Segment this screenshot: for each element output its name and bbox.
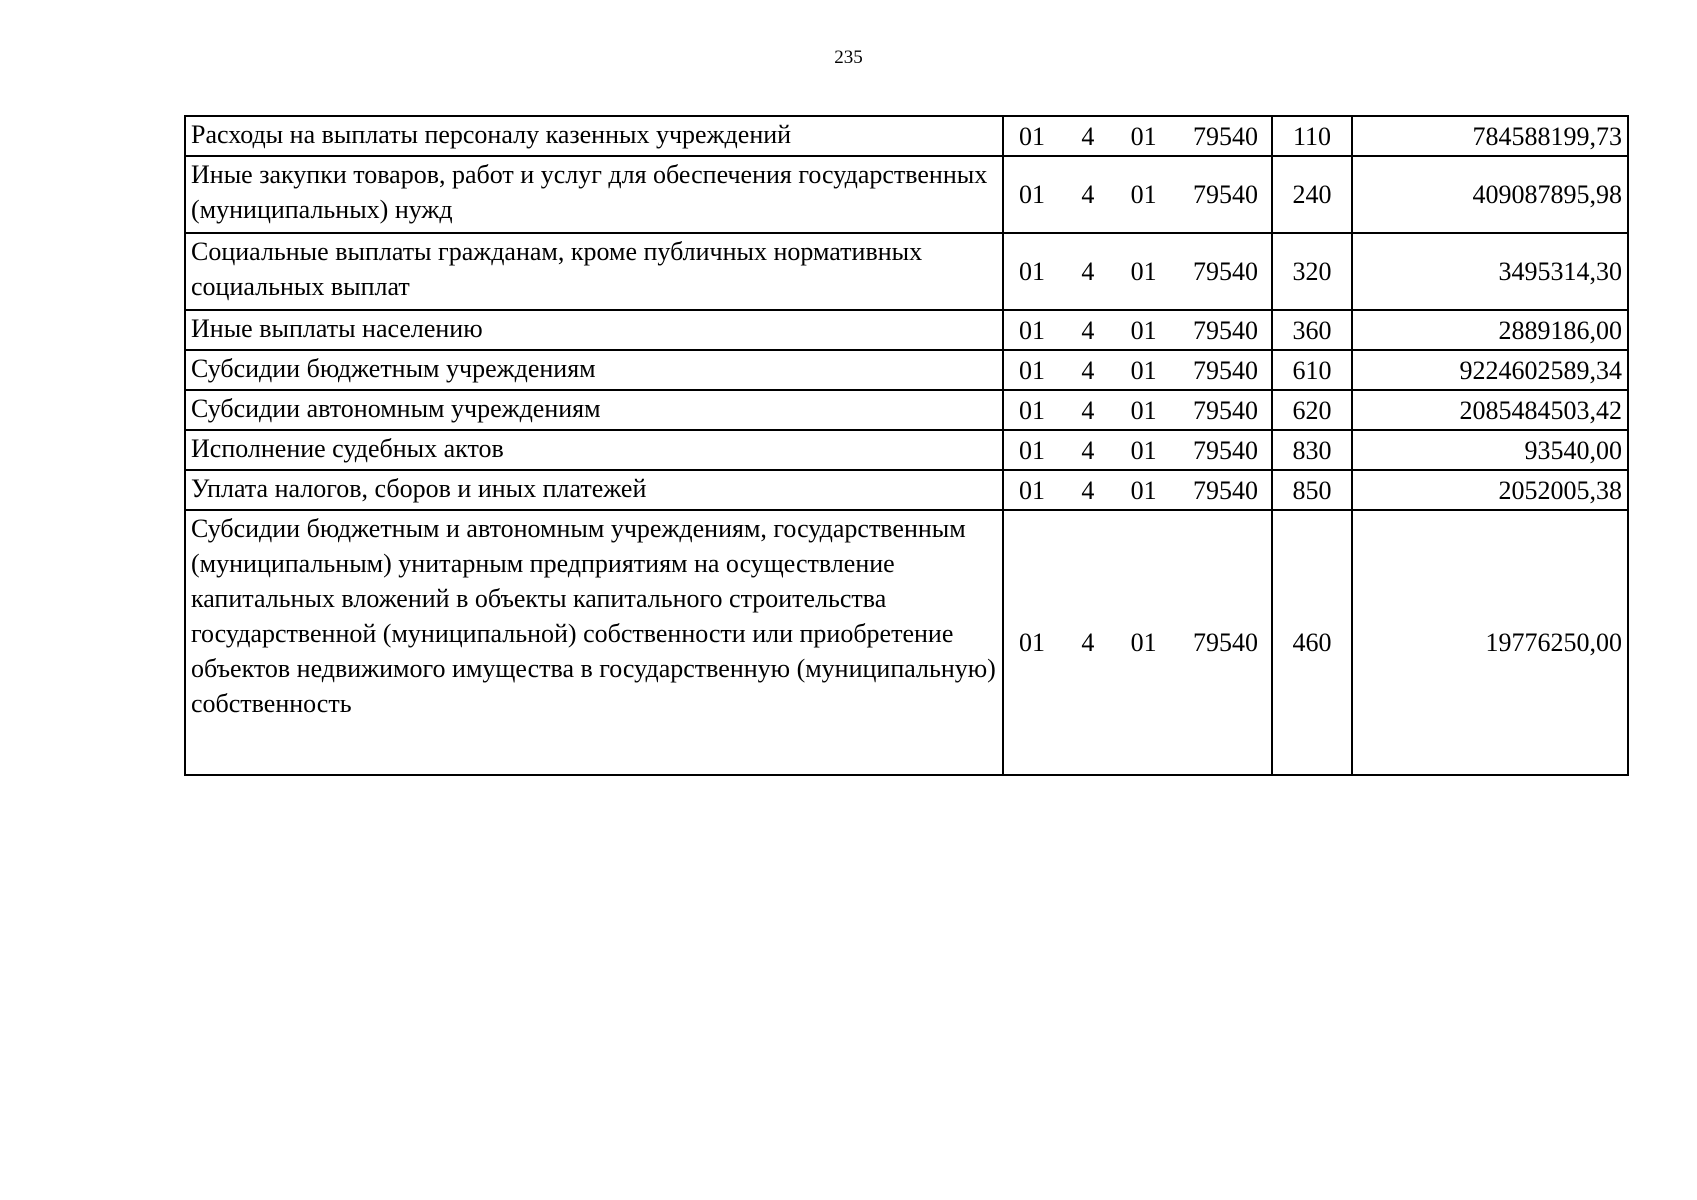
code-part-c4: 79540	[1192, 121, 1258, 151]
code-part-c1: 01	[1019, 395, 1045, 425]
expense-type-code: 360	[1272, 310, 1352, 350]
expense-type-code: 240	[1272, 156, 1352, 233]
code-part-c2: 4	[1081, 628, 1095, 657]
expense-description: Социальные выплаты гражданам, кроме публичных нормативных социальных выплат	[185, 233, 1003, 310]
table-row	[185, 156, 1628, 233]
code-part-c1: 01	[1019, 435, 1045, 465]
code-parts	[1009, 313, 1266, 348]
amount: 409087895,98	[1352, 156, 1628, 233]
expense-type-code: 850	[1272, 470, 1352, 510]
code-part-c3: 01	[1130, 435, 1157, 465]
code-part-c2: 4	[1081, 435, 1095, 465]
target-article-code	[1003, 510, 1272, 775]
code-parts	[1009, 625, 1266, 660]
expense-type-code: 830	[1272, 430, 1352, 470]
amount: 2052005,38	[1352, 470, 1628, 510]
amount: 9224602589,34	[1352, 350, 1628, 390]
code-part-c1: 01	[1019, 315, 1045, 345]
target-article-code	[1003, 430, 1272, 470]
code-part-c2: 4	[1081, 475, 1095, 505]
code-part-c2: 4	[1081, 180, 1095, 209]
amount: 2085484503,42	[1352, 390, 1628, 430]
table-row	[185, 390, 1628, 430]
code-part-c1: 01	[1019, 121, 1045, 151]
code-part-c4: 79540	[1192, 355, 1258, 385]
target-article-code	[1003, 390, 1272, 430]
amount: 2889186,00	[1352, 310, 1628, 350]
target-article-code	[1003, 233, 1272, 310]
amount: 19776250,00	[1352, 510, 1628, 775]
amount: 3495314,30	[1352, 233, 1628, 310]
code-part-c1: 01	[1019, 257, 1045, 286]
expense-description: Субсидии бюджетным и автономным учреждениям, государственным (муниципальным) унитарным предприятиям на осуществление капитальных вложений в объекты капитального строительства государственной (муниципальной) собственности или приобретение объектов недвижимого имущества в государственную (муниципальную) собственность	[185, 510, 1003, 775]
code-part-c3: 01	[1130, 315, 1157, 345]
code-part-c1: 01	[1019, 355, 1045, 385]
code-parts	[1009, 393, 1266, 428]
expense-description: Субсидии автономным учреждениям	[185, 390, 1003, 430]
target-article-code	[1003, 156, 1272, 233]
expense-description: Исполнение судебных актов	[185, 430, 1003, 470]
code-part-c4: 79540	[1192, 257, 1258, 286]
code-part-c2: 4	[1081, 257, 1095, 286]
code-part-c2: 4	[1081, 355, 1095, 385]
code-parts	[1009, 254, 1266, 289]
amount: 93540,00	[1352, 430, 1628, 470]
code-parts	[1009, 119, 1266, 154]
expense-description: Расходы на выплаты персоналу казенных учреждений	[185, 116, 1003, 156]
code-parts	[1009, 177, 1266, 212]
code-part-c3: 01	[1130, 355, 1157, 385]
table-row	[185, 470, 1628, 510]
expense-type-code: 620	[1272, 390, 1352, 430]
budget-table	[184, 115, 1629, 776]
table-row	[185, 233, 1628, 310]
table-row	[185, 430, 1628, 470]
expense-type-code: 110	[1272, 116, 1352, 156]
code-part-c4: 79540	[1192, 180, 1258, 209]
code-part-c4: 79540	[1192, 435, 1258, 465]
code-part-c4: 79540	[1192, 475, 1258, 505]
code-part-c2: 4	[1081, 395, 1095, 425]
page-number: 235	[834, 47, 863, 68]
code-part-c4: 79540	[1192, 395, 1258, 425]
code-part-c1: 01	[1019, 475, 1045, 505]
target-article-code	[1003, 350, 1272, 390]
expense-description: Иные выплаты населению	[185, 310, 1003, 350]
code-part-c3: 01	[1130, 121, 1157, 151]
expense-type-code: 610	[1272, 350, 1352, 390]
expense-description: Иные закупки товаров, работ и услуг для обеспечения государственных (муниципальных) нужд	[185, 156, 1003, 233]
code-parts	[1009, 353, 1266, 388]
code-part-c2: 4	[1081, 315, 1095, 345]
code-part-c3: 01	[1130, 628, 1157, 657]
code-part-c3: 01	[1130, 395, 1157, 425]
expense-description: Субсидии бюджетным учреждениям	[185, 350, 1003, 390]
code-part-c3: 01	[1130, 257, 1157, 286]
code-part-c1: 01	[1019, 180, 1045, 209]
table-row	[185, 116, 1628, 156]
code-part-c3: 01	[1130, 180, 1157, 209]
budget-table-body	[185, 116, 1628, 775]
target-article-code	[1003, 116, 1272, 156]
code-part-c1: 01	[1019, 628, 1045, 657]
target-article-code	[1003, 310, 1272, 350]
code-parts	[1009, 473, 1266, 508]
expense-type-code: 460	[1272, 510, 1352, 775]
code-part-c4: 79540	[1192, 315, 1258, 345]
code-parts	[1009, 433, 1266, 468]
target-article-code	[1003, 470, 1272, 510]
code-part-c3: 01	[1130, 475, 1157, 505]
table-row	[185, 350, 1628, 390]
table-row	[185, 310, 1628, 350]
code-part-c2: 4	[1081, 121, 1095, 151]
expense-description: Уплата налогов, сборов и иных платежей	[185, 470, 1003, 510]
code-part-c4: 79540	[1192, 628, 1258, 657]
amount: 784588199,73	[1352, 116, 1628, 156]
table-row	[185, 510, 1628, 775]
expense-type-code: 320	[1272, 233, 1352, 310]
